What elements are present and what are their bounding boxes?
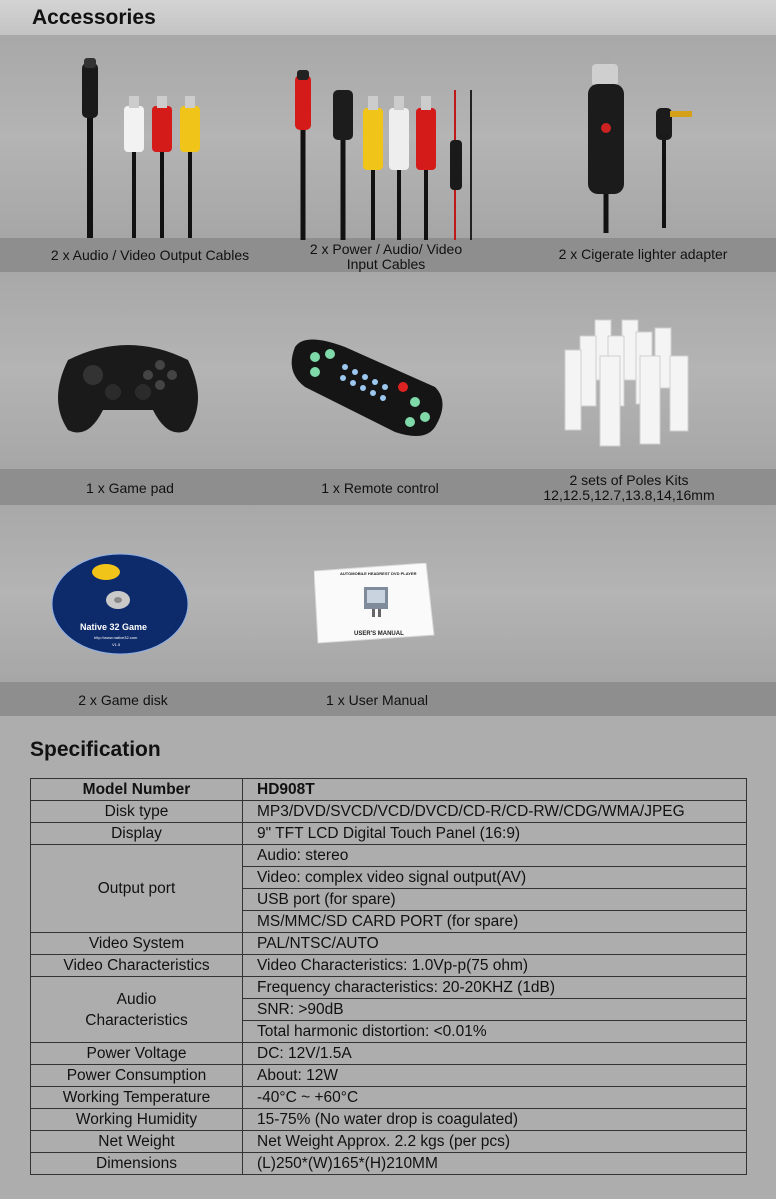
spec-row-video-characteristics — [31, 955, 747, 977]
disk-label: Native 32 Game — [80, 622, 148, 632]
spec-value: Video: complex video signal output(AV) — [243, 867, 747, 889]
spec-row-dimensions — [31, 1153, 747, 1175]
spec-value: Frequency characteristics: 20-20KHZ (1dB) — [243, 977, 747, 999]
spec-label: Disk type — [31, 801, 243, 823]
user-manual-icon — [314, 563, 436, 645]
spec-value: Net Weight Approx. 2.2 kgs (per pcs) — [243, 1131, 747, 1153]
spec-row-working-humidity — [31, 1109, 747, 1131]
spec-row-display — [31, 823, 747, 845]
spec-value: About: 12W — [243, 1065, 747, 1087]
spec-value: -40°C ~ +60°C — [243, 1087, 747, 1109]
spec-label-line: Audio — [116, 990, 157, 1008]
cigarette-lighter-adapter-icon — [580, 48, 700, 233]
spec-value: PAL/NTSC/AUTO — [243, 933, 747, 955]
caption-line: Input Cables — [346, 256, 426, 272]
spec-header-label: Model Number — [31, 779, 243, 801]
caption-av-output-cables: 2 x Audio / Video Output Cables — [50, 247, 250, 263]
spec-row-output-port — [31, 845, 747, 867]
disk-version: V1.5 — [112, 642, 121, 647]
spec-row-audio-characteristics — [31, 977, 747, 999]
spec-row-power-voltage — [31, 1043, 747, 1065]
caption-game-disk: 2 x Game disk — [78, 692, 168, 708]
spec-label: Display — [31, 823, 243, 845]
spec-header-row — [31, 779, 747, 801]
accessories-title: Accessories — [32, 6, 156, 29]
disk-url: http://www.native32.com — [94, 635, 138, 640]
specification-title: Specification — [30, 738, 161, 761]
game-disk-icon — [50, 552, 190, 656]
spec-value: USB port (for spare) — [243, 889, 747, 911]
spec-header-value: HD908T — [243, 779, 747, 801]
spec-value: Audio: stereo — [243, 845, 747, 867]
spec-value: (L)250*(W)165*(H)210MM — [243, 1153, 747, 1175]
spec-label: Video System — [31, 933, 243, 955]
spec-value: Total harmonic distortion: <0.01% — [243, 1021, 747, 1043]
spec-label: Output port — [31, 845, 243, 933]
caption-line: 2 x Power / Audio/ Video — [309, 241, 463, 257]
power-av-input-cables-icon — [285, 70, 485, 240]
remote-control-icon — [285, 332, 450, 442]
spec-label: Power Consumption — [31, 1065, 243, 1087]
spec-label-audio — [31, 977, 243, 1043]
caption-power-av-input-cables — [236, 242, 536, 272]
spec-label: Working Temperature — [31, 1087, 243, 1109]
spec-label: Power Voltage — [31, 1043, 243, 1065]
caption-line: 12,12.5,12.7,13.8,14,16mm — [543, 487, 715, 503]
caption-cigarette-lighter-adapter: 2 x Cigerate lighter adapter — [558, 246, 728, 262]
spec-label: Dimensions — [31, 1153, 243, 1175]
spec-row-net-weight — [31, 1131, 747, 1153]
caption-game-pad: 1 x Game pad — [86, 480, 174, 496]
caption-user-manual: 1 x User Manual — [326, 692, 428, 708]
spec-label: Working Humidity — [31, 1109, 243, 1131]
caption-poles-kit — [479, 473, 776, 503]
spec-value: MP3/DVD/SVCD/VCD/DVCD/CD-R/CD-RW/CDG/WMA/JPEG — [243, 801, 747, 823]
spec-value: 9" TFT LCD Digital Touch Panel (16:9) — [243, 823, 747, 845]
spec-row-disk-type — [31, 801, 747, 823]
caption-remote-control: 1 x Remote control — [321, 480, 439, 496]
spec-row-working-temperature — [31, 1087, 747, 1109]
spec-value: MS/MMC/SD CARD PORT (for spare) — [243, 911, 747, 933]
spec-row-power-consumption — [31, 1065, 747, 1087]
spec-value: DC: 12V/1.5A — [243, 1043, 747, 1065]
spec-label-line: Characteristics — [85, 1011, 188, 1029]
specification-table — [30, 778, 747, 1175]
av-output-cables-icon — [60, 58, 220, 238]
spec-label: Net Weight — [31, 1131, 243, 1153]
spec-value: SNR: >90dB — [243, 999, 747, 1021]
spec-row-video-system — [31, 933, 747, 955]
poles-kit-icon — [560, 318, 695, 448]
spec-value: 15-75% (No water drop is coagulated) — [243, 1109, 747, 1131]
spec-label: Video Characteristics — [31, 955, 243, 977]
game-pad-icon — [48, 330, 208, 440]
manual-footer: USER'S MANUAL — [354, 631, 404, 637]
spec-value: Video Characteristics: 1.0Vp-p(75 ohm) — [243, 955, 747, 977]
caption-line: 2 sets of Poles Kits — [569, 472, 689, 488]
manual-header: AUTOMOBILE HEADREST DVD PLAYER — [340, 571, 417, 576]
